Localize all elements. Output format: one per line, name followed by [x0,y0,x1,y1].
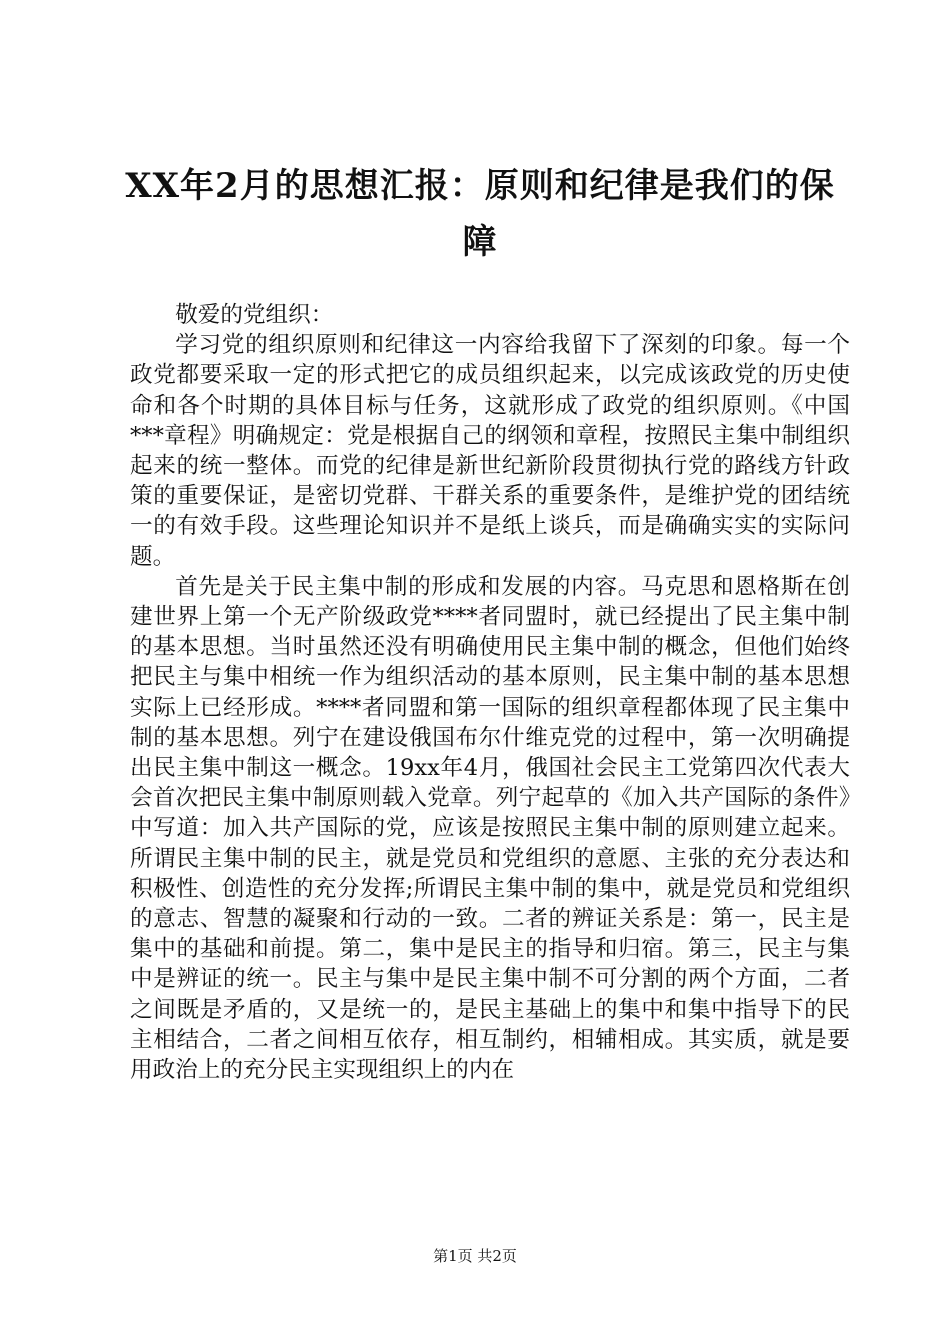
body-paragraph-2: 首先是关于民主集中制的形成和发展的内容。马克思和恩格斯在创建世界上第一个无产阶级政党****者同盟时，就已经提出了民主集中制的基本思想。当时虽然还没有明确使用民主集中制的概念，但他们始终把民主与集中相统一作为组织活动的基本原则，民主集中制的基本思想实际上已经形成。****者同盟和第一国际的组织章程都体现了民主集中制的基本思想。列宁在建设俄国布尔什维克党的过程中，第一次明确提出民主集中制这一概念。19xx年4月，俄国社会民主工党第四次代表大会首次把民主集中制原则载入党章。列宁起草的《加入共产国际的条件》中写道：加入共产国际的党，应该是按照民主集中制的原则建立起来。所谓民主集中制的民主，就是党员和党组织的意愿、主张的充分表达和积极性、创造性的充分发挥;所谓民主集中制的集中，就是党员和党组织的意志、智慧的凝聚和行动的一致。二者的辨证关系是：第一，民主是集中的基础和前提。第二，集中是民主的指导和归宿。第三，民主与集中是辨证的统一。民主与集中是民主集中制不可分割的两个方面，二者之间既是矛盾的，又是统一的，是民主基础上的集中和集中指导下的民主相结合，二者之间相互依存，相互制约，相辅相成。其实质，就是要用政治上的充分民主实现组织上的内在 [130,573,850,1084]
page-footer: 第1页 共2页 [433,1247,517,1265]
document-body [130,300,850,1085]
document-title: XX年2月的思想汇报：原则和纪律是我们的保障 [125,166,835,262]
body-paragraph-1: 学习党的组织原则和纪律这一内容给我留下了深刻的印象。每一个政党都要采取一定的形式把它的成员组织起来，以完成该政党的历史使命和各个时期的具体目标与任务，这就形成了政党的组织原则。《中国***章程》明确规定：党是根据自己的纲领和章程，按照民主集中制组织起来的统一整体。而党的纪律是新世纪新阶段贯彻执行党的路线方针政策的重要保证，是密切党群、干群关系的重要条件，是维护党的团结统一的有效手段。这些理论知识并不是纸上谈兵，而是确确实实的实际问题。 [130,332,850,570]
salutation: 敬爱的党组织： [175,302,334,328]
